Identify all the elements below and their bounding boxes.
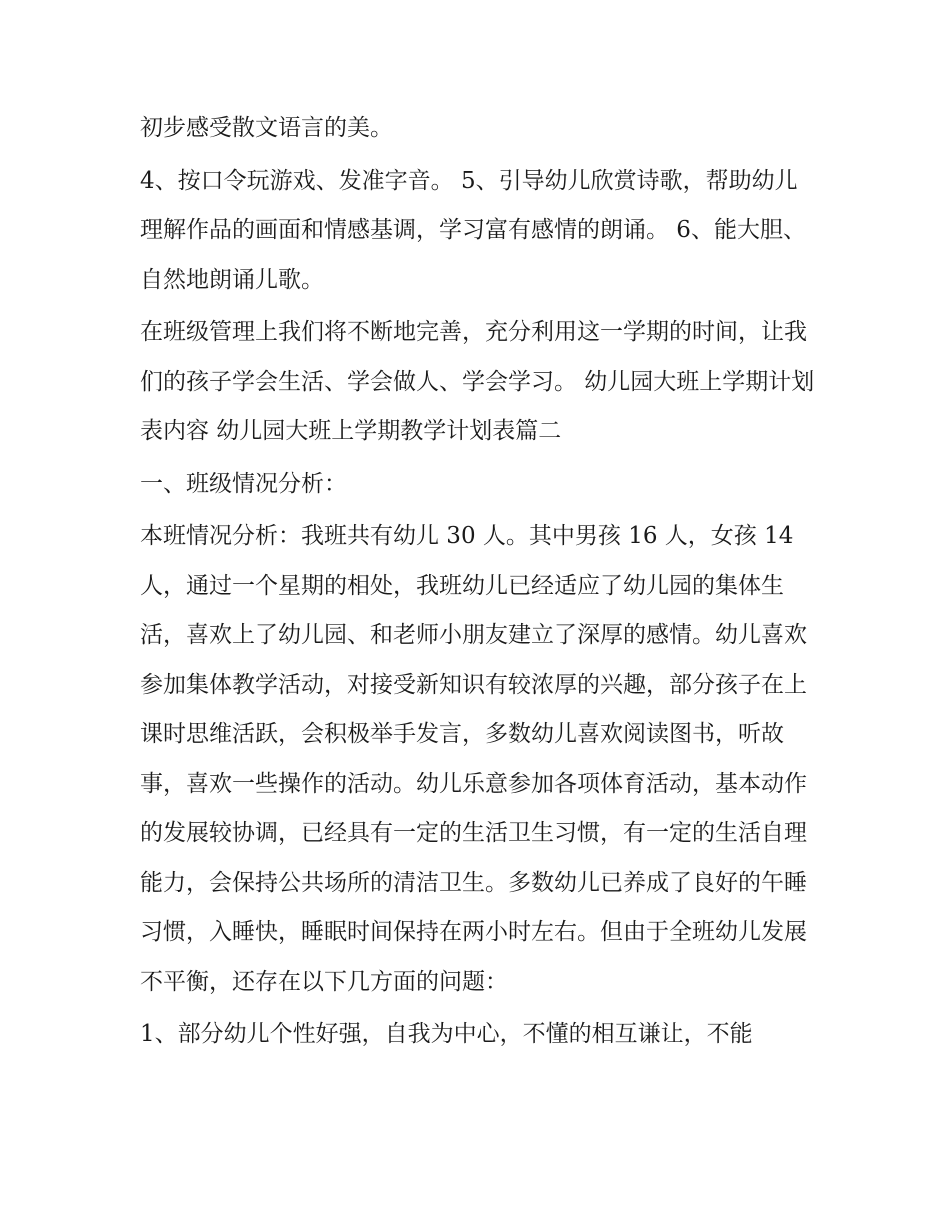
- paragraph-issue-1: 1、部分幼儿个性好强，自我为中心，不懂的相互谦让，不能: [140, 1021, 753, 1047]
- paragraph-class-management: 在班级管理上我们将不断地完善，充分利用这一学期的时间，让我们的孩子学会生活、学会做人、学会学习。 幼儿园大班上学期计划表内容 幼儿园大班上学期教学计划表篇二: [140, 319, 815, 444]
- section-heading-class-analysis: 一、班级情况分析：: [140, 470, 347, 497]
- paragraph-goals-4-6: 4、按口令玩游戏、发准字音。 5、引导幼儿欣赏诗歌，帮助幼儿理解作品的画面和情感基调，学习富有感情的朗诵。 6、能大胆、自然地朗诵儿歌。: [140, 167, 806, 293]
- paragraph-intro-line: 初步感受散文语言的美。: [140, 115, 393, 141]
- paragraph-class-situation: 本班情况分析：我班共有幼儿 30 人。其中男孩 16 人，女孩 14 人，通过一个星期的相处，我班幼儿已经适应了幼儿园的集体生活，喜欢上了幼儿园、和老师小朋友建立了深厚的感情。幼儿喜欢参加集体教学活动，对接受新知识有较浓厚的兴趣，部分孩子在上课时思维活跃，会积极举手发言，多数幼儿喜欢阅读图书，听故事，喜欢一些操作的活动。幼儿乐意参加各项体育活动，基本动作的发展较协调，已经具有一定的生活卫生习惯，有一定的生活自理能力，会保持公共场所的清洁卫生。多数幼儿已养成了良好的午睡习惯，入睡快，睡眠时间保持在两小时左右。但由于全班幼儿发展不平衡，还存在以下几方面的问题：: [140, 523, 807, 995]
- document-body: [140, 104, 820, 1063]
